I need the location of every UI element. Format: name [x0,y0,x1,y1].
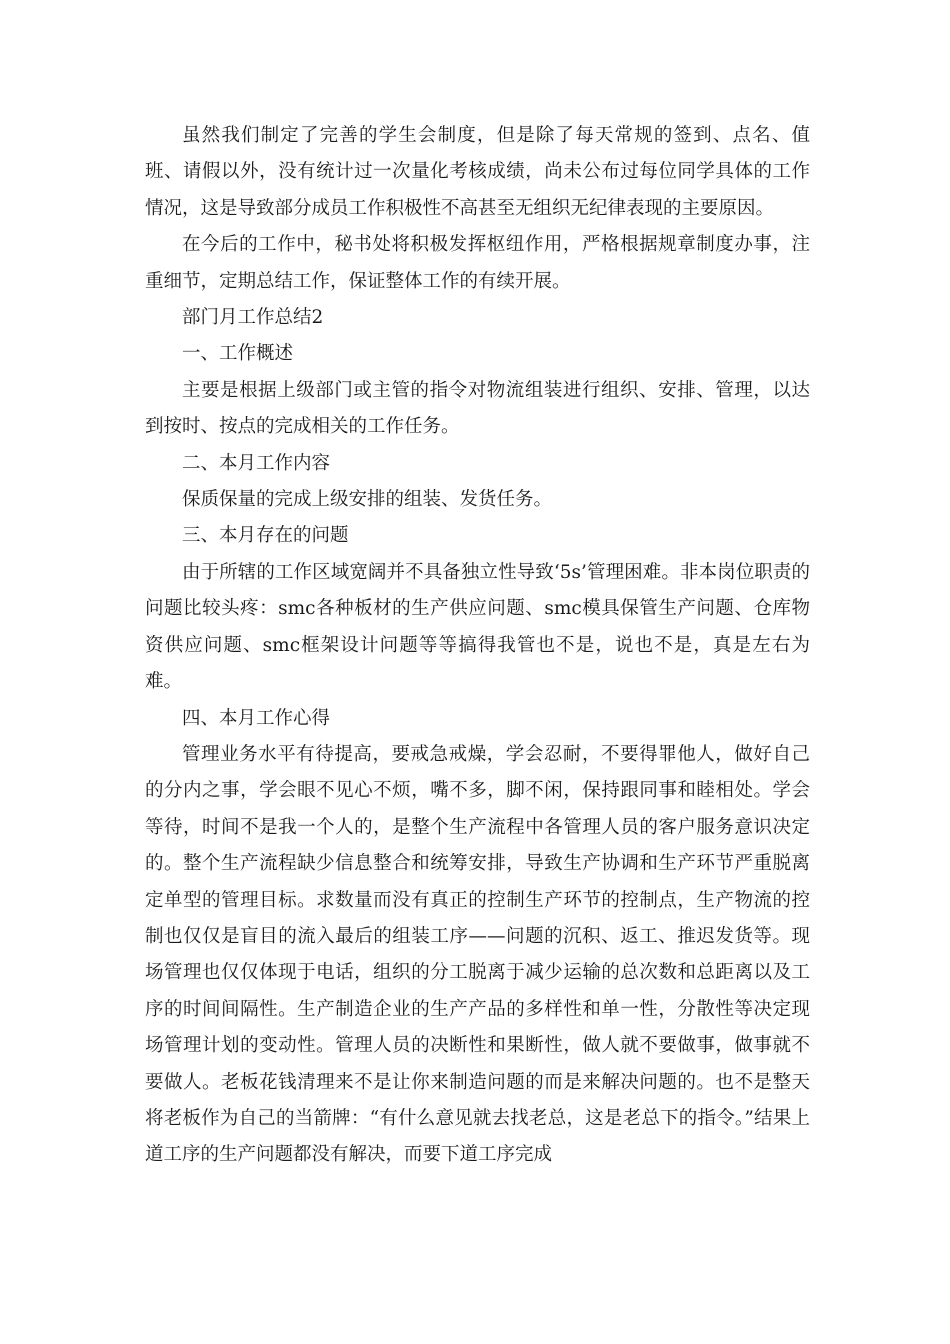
paragraph-2: 在今后的工作中，秘书处将积极发挥枢纽作用，严格根据规章制度办事，注重细节，定期总结工作，保证整体工作的有续开展。 [145,234,810,292]
section-title: 部门月工作总结2 [182,307,324,329]
paragraph-experience: 管理业务水平有待提高，要戒急戒燥，学会忍耐，不要得罪他人，做好自己的分内之事，学会眼不见心不烦，嘴不多，脚不闲，保持跟同事和睦相处。学会等待，时间不是我一个人的，是整个生产流程中各管理人员的客户服务意识决定的。整个生产流程缺少信息整合和统筹安排，导致生产协调和生产环节严重脱离定单型的管理目标。求数量而没有真正的控制生产环节的控制点，生产物流的控制也仅仅是盲目的流入最后的组装工序——问题的沉积、返工、推迟发货等。现场管理也仅仅体现于电话，组织的分工脱离于减少运输的总次数和总距离以及工序的时间间隔性。生产制造企业的生产产品的多样性和单一性，分散性等决定现场管理计划的变动性。管理人员的决断性和果断性，做人就不要做事，做事就不要做人。老板花钱清理来不是让你来制造问题的而是来解决问题的。也不是整天将老板作为自己的当箭牌：“有什么意见就去找老总，这是老总下的指令。”结果上道工序的生产问题都没有解决，而要下道工序完成 [145,743,810,1166]
paragraph-problems: 由于所辖的工作区域宽阔并不具备独立性导致‘5s’管理困难。非本岗位职责的问题比较头疼：smc各种板材的生产供应问题、smc模具保管生产问题、仓库物资供应问题、smc框架设计问题等等搞得我管也不是，说也不是，真是左右为难。 [145,561,810,693]
heading-problems: 三、本月存在的问题 [182,525,349,547]
paragraph-1: 虽然我们制定了完善的学生会制度，但是除了每天常规的签到、点名、值班、请假以外，没有统计过一次量化考核成绩，尚未公布过每位同学具体的工作情况，这是导致部分成员工作积极性不高甚至无组织无纪律表现的主要原因。 [145,125,810,219]
paragraph-content: 保质保量的完成上级安排的组装、发货任务。 [182,489,553,511]
paragraph-overview: 主要是根据上级部门或主管的指令对物流组装进行组织、安排、管理，以达到按时、按点的完成相关的工作任务。 [145,379,810,438]
heading-overview: 一、工作概述 [182,343,294,365]
heading-experience: 四、本月工作心得 [182,707,331,729]
document-body [145,118,810,1174]
heading-content: 二、本月工作内容 [182,452,331,474]
